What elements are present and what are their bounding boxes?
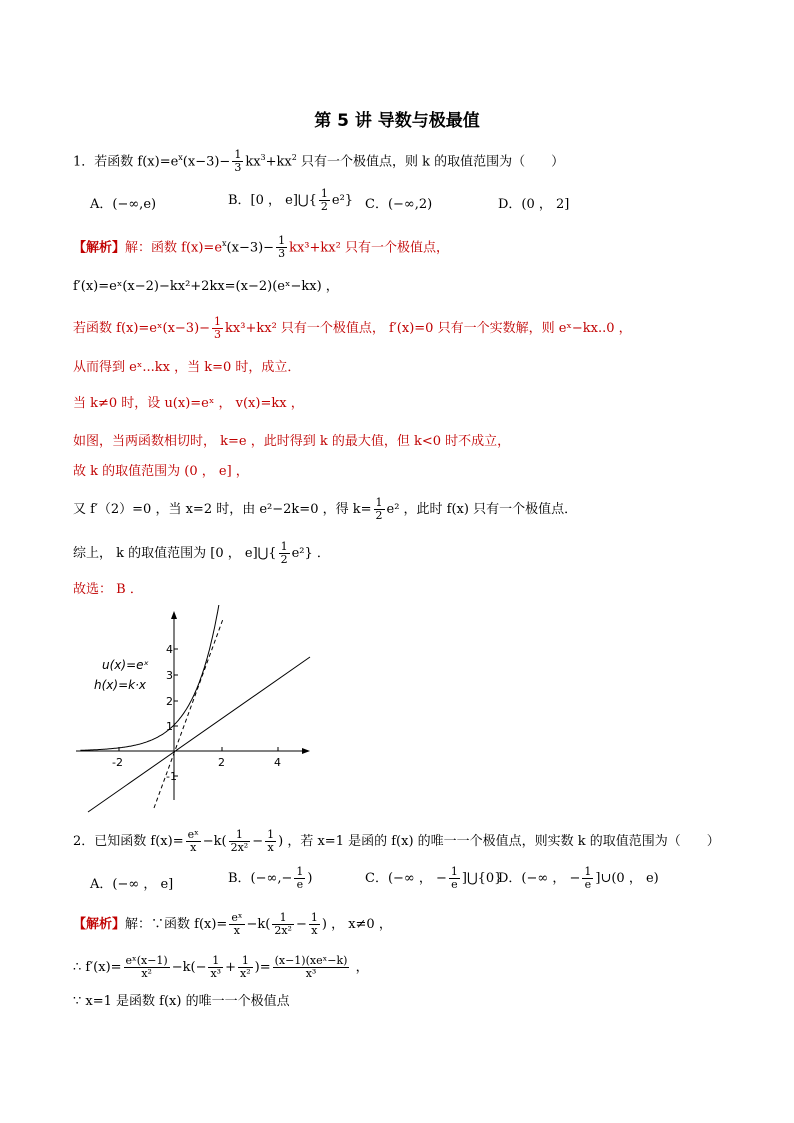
- fraction: $\frac{1}{2}$: [280, 540, 288, 566]
- q1-option-b: B．[0 ， e]⋃{ $\frac{1}{2}$ e²}: [228, 187, 354, 213]
- fraction: $\frac{1}{x}$: [310, 911, 318, 937]
- fraction: $\frac{1}{3}$: [278, 234, 286, 261]
- q1-solution-line-7: 故 k 的取值范围为 (0 ， e] ，: [73, 464, 249, 479]
- fraction: $\frac{\text{(x−1)(xeˣ−k)}}{\text{x³}}$: [274, 954, 348, 980]
- solution-label: 【解析】: [73, 240, 126, 256]
- q1-solution-line-10: 故选： B ．: [73, 582, 143, 597]
- q1-solution-line-2: f′(x)=eˣ(x−2)−kx²+2kx=(x−2)(eˣ−kx) ，: [73, 279, 339, 294]
- fraction: $\frac{1}{\text{2x²}}$: [274, 911, 292, 937]
- q1-solution-line-4: 从而得到 eˣ...kx ，当 k=0 时，成立．: [73, 360, 301, 375]
- x-tick-label: 4: [274, 756, 281, 769]
- q1-stem-part: 1．若函数 f(x)=e: [73, 154, 179, 170]
- q2-option-d: D．(−∞ ， − $\frac{1}{e}$ ]∪(0 ， e): [498, 865, 659, 891]
- y-tick-label: 1: [166, 720, 173, 733]
- fraction: $\frac{1}{\text{x³}}$: [210, 954, 222, 980]
- x-tick-label: 2: [218, 756, 225, 769]
- q2-option-b: B．(−∞,− $\frac{1}{e}$ ): [228, 865, 313, 891]
- fraction: $\frac{1}{2}$: [375, 496, 383, 522]
- q2-solution-line-1: 【解析】解：∵函数 f(x)= $\frac{\text{eˣ}}{x}$ −k( $\frac{1}{\text{2x²}}$ − $\frac{1}{x}$ ) ， x≠0 ，: [73, 911, 392, 937]
- fraction: $\frac{\text{eˣ(x−1)}}{\text{x²}}$: [125, 954, 168, 980]
- q2-solution-line-2: ∴ f′(x)= $\frac{\text{eˣ(x−1)}}{\text{x²}}$ −k(− $\frac{1}{\text{x³}}$ + $\frac{1}{\text{x²}}$ )= $\frac{\text{(x−1)(xeˣ−k)}}{\text{x³}}$ ，: [73, 954, 369, 980]
- q1-stem: 1．若函数 $f(x)=e^x(x-3)-$ $\frac{1}{3}$ $kx^3+kx^2$ 只有一个极值点，则 k 的取值范围为（ ）: [73, 148, 565, 175]
- q1-stem-part: kx: [245, 154, 261, 170]
- q1-solution-line-5: 当 k≠0 时，设 u(x)=eˣ ， v(x)=kx ，: [73, 396, 304, 411]
- function-graph: [70, 605, 320, 815]
- q2-solution-line-3: ∵ x=1 是函数 f(x) 的唯一一个极值点: [73, 994, 290, 1009]
- q2-option-a: A．(−∞ ， e]: [90, 877, 174, 892]
- page-title: 第 5 讲 导数与极最值: [314, 111, 480, 131]
- q1-stem-part: +kx: [265, 154, 292, 170]
- q1-solution-line-1: 【解析】解：函数 $f(x)=e^x(x-3)-$ $\frac{1}{3}$ kx³+kx² 只有一个极值点，: [73, 234, 449, 261]
- y-tick-label: 4: [166, 643, 173, 656]
- x-axis-arrow: [302, 748, 310, 754]
- q1-solution-line-8: 又 f′（2）=0 ，当 x=2 时，由 e²−2k=0 ，得 k= $\frac{1}{2}$ e² ，此时 f(x) 只有一个极值点．: [73, 496, 578, 522]
- fraction: $\frac{1}{e}$: [296, 865, 304, 891]
- legend-h: h(x)=k·x: [94, 678, 146, 692]
- tangent-line: [154, 619, 223, 808]
- q1-solution-line-6: 如图，当两函数相切时， k=e ，此时得到 k 的最大值，但 k<0 时不成立，: [73, 434, 511, 449]
- q1-option-d: D．(0 ， 2]: [498, 197, 570, 212]
- y-tick-label: 2: [166, 695, 173, 708]
- legend-u: u(x)=eˣ: [102, 658, 149, 672]
- fraction: $\frac{1}{x}$: [267, 828, 275, 854]
- fraction: $\frac{1}{3}$: [234, 148, 242, 175]
- fraction: $\frac{1}{e}$: [450, 865, 458, 891]
- q1-stem-part: (x−3)−: [182, 154, 231, 170]
- q1-stem-part: 只有一个极值点，则 k 的取值范围为（ ）: [296, 154, 565, 170]
- q1-option-a: A．(−∞,e): [90, 197, 157, 212]
- fraction: $\frac{1}{\text{2x²}}$: [230, 828, 249, 854]
- q2-stem: 2．已知函数 f(x)= $\frac{\text{eˣ}}{x}$ −k( $\frac{1}{\text{2x²}}$ − $\frac{1}{x}$ ) ，若 x=1 是函的 f(x) 的唯一一个极值点，则实数 k 的取值范围为（ ）: [73, 828, 720, 854]
- fraction: $\frac{1}{3}$: [214, 315, 222, 341]
- q1-solution-line-3: 若函数 f(x)=eˣ(x−3)− $\frac{1}{3}$ kx³+kx² 只有一个极值点， f′(x)=0 只有一个实数解，则 eˣ−kx..0 ，: [73, 315, 632, 341]
- y-tick-label: -1: [166, 770, 177, 783]
- fraction: $\frac{\text{eˣ}}{x}$: [187, 828, 199, 854]
- q1-option-c: C．(−∞,2): [365, 197, 433, 212]
- q2-option-c: C．(−∞ ， − $\frac{1}{e}$ ]⋃{0}: [365, 865, 503, 891]
- fraction: $\frac{1}{2}$: [320, 187, 328, 213]
- q1-solution-line-9: 综上， k 的取值范围为 [0 ， e]⋃{ $\frac{1}{2}$ e²} ．: [73, 540, 330, 566]
- y-axis-arrow: [171, 611, 177, 619]
- fraction: $\frac{1}{e}$: [584, 865, 592, 891]
- fraction: $\frac{1}{\text{x²}}$: [240, 954, 251, 980]
- solution-label: 【解析】: [73, 917, 126, 932]
- y-tick-label: 3: [166, 669, 173, 682]
- x-tick-label: -2: [112, 756, 123, 769]
- fraction: $\frac{\text{eˣ}}{x}$: [231, 911, 243, 937]
